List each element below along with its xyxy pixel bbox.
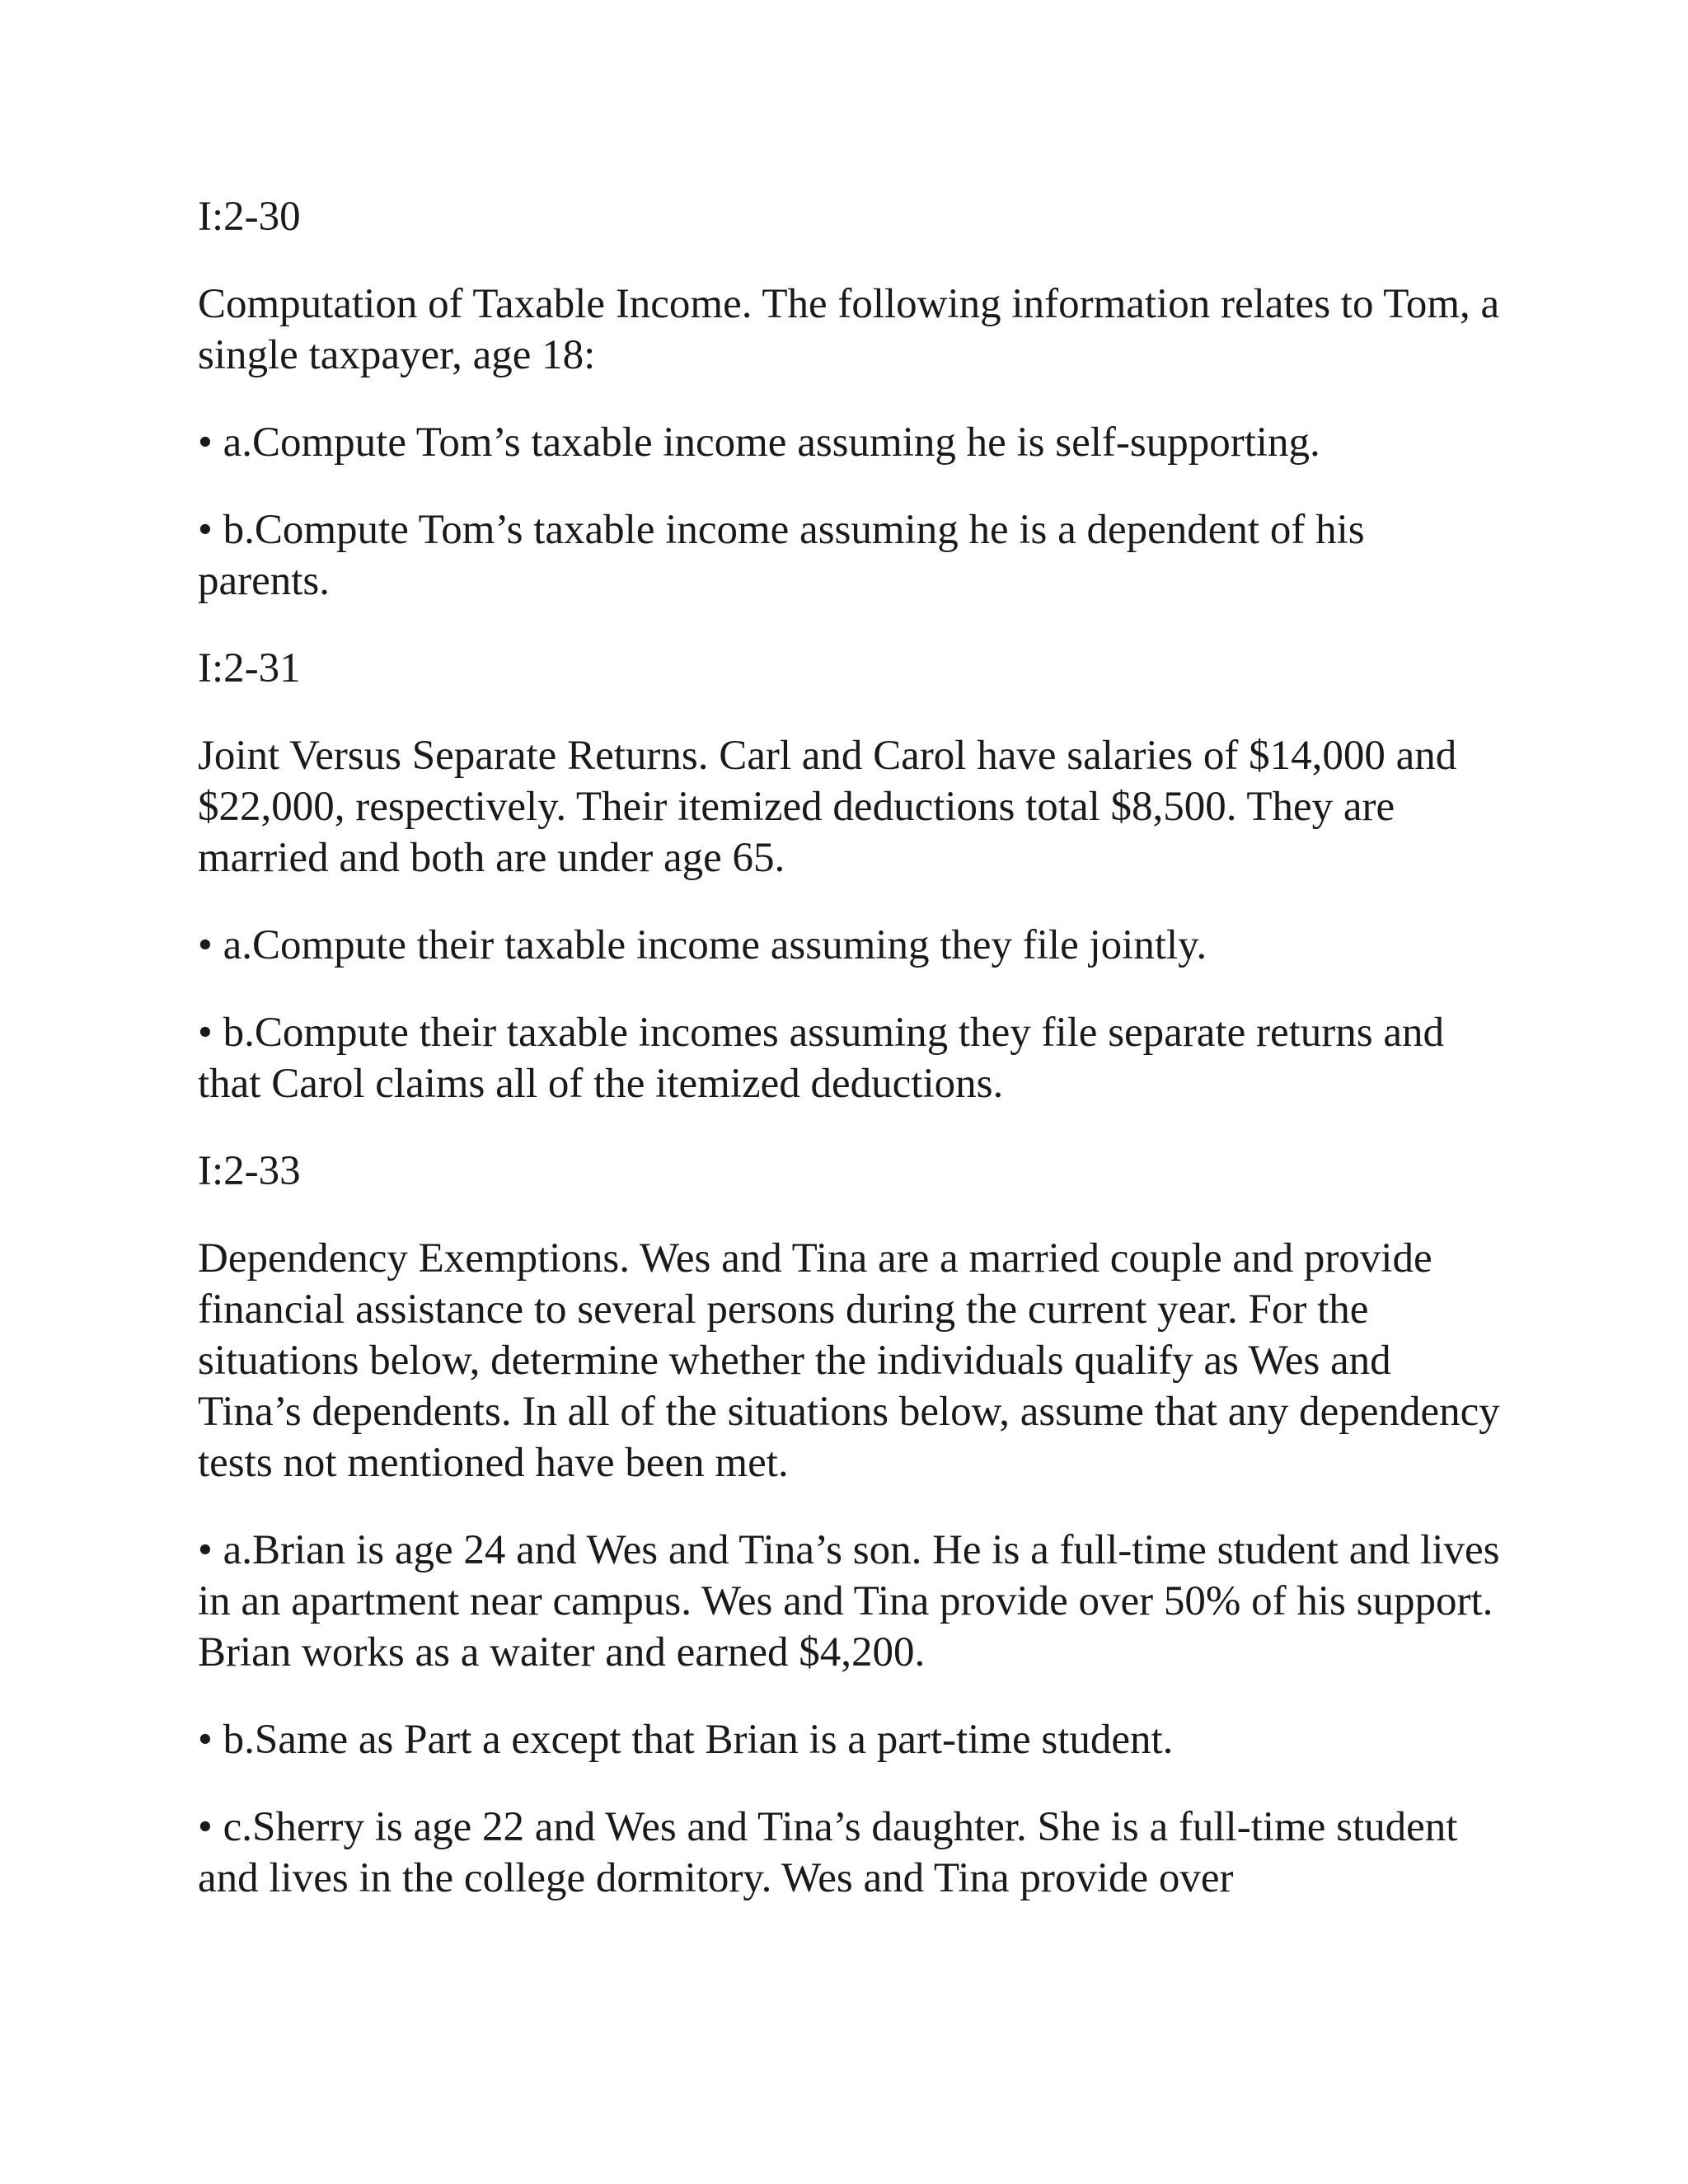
problem-item-b: • b.Compute Tom’s taxable income assuming he is a dependent of his parents. <box>198 507 1365 604</box>
problem-item-a: • a.Compute their taxable income assuming they file jointly. <box>198 922 1207 968</box>
problem-item-c: • c.Sherry is age 22 and Wes and Tina’s daughter. She is a full-time student and lives in the college dormitory. Wes and Tina provide over <box>198 1804 1458 1901</box>
problem-item-b: • b.Same as Part a except that Brian is a part-time student. <box>198 1717 1174 1763</box>
problem-item-b: • b.Compute their taxable incomes assuming they file separate returns and that Carol claims all of the itemized deductions. <box>198 1010 1444 1107</box>
problem-i-2-33 <box>198 1146 1500 1904</box>
problem-i-2-30 <box>198 191 1500 607</box>
problem-i-2-31 <box>198 643 1500 1109</box>
problem-item-a: • a.Brian is age 24 and Wes and Tina’s son. He is a full-time student and lives in an apartment near campus. Wes and Tina provide over 50% of his support. Brian works as a waiter and earned $4,200. <box>198 1527 1500 1675</box>
problem-number: I:2-30 <box>198 194 301 240</box>
problem-intro: Joint Versus Separate Returns. Carl and Carol have salaries of $14,000 and $22,000, respectively. Their itemized deductions total $8,500. They are married and both are under age 65. <box>198 733 1457 881</box>
problem-number: I:2-31 <box>198 645 301 691</box>
problem-item-a: • a.Compute Tom’s taxable income assuming he is self-supporting. <box>198 419 1320 466</box>
problem-intro: Dependency Exemptions. Wes and Tina are a married couple and provide financial assistance to several persons during the current year. For the situations below, determine whether the individuals qualify as Wes and Tina’s dependents. In all of the situations below, assume that any dependency tests not mentioned have been met. <box>198 1235 1500 1486</box>
problem-number: I:2-33 <box>198 1148 301 1194</box>
problem-intro: Computation of Taxable Income. The following information relates to Tom, a single taxpayer, age 18: <box>198 281 1500 378</box>
document-page <box>198 191 1500 1940</box>
